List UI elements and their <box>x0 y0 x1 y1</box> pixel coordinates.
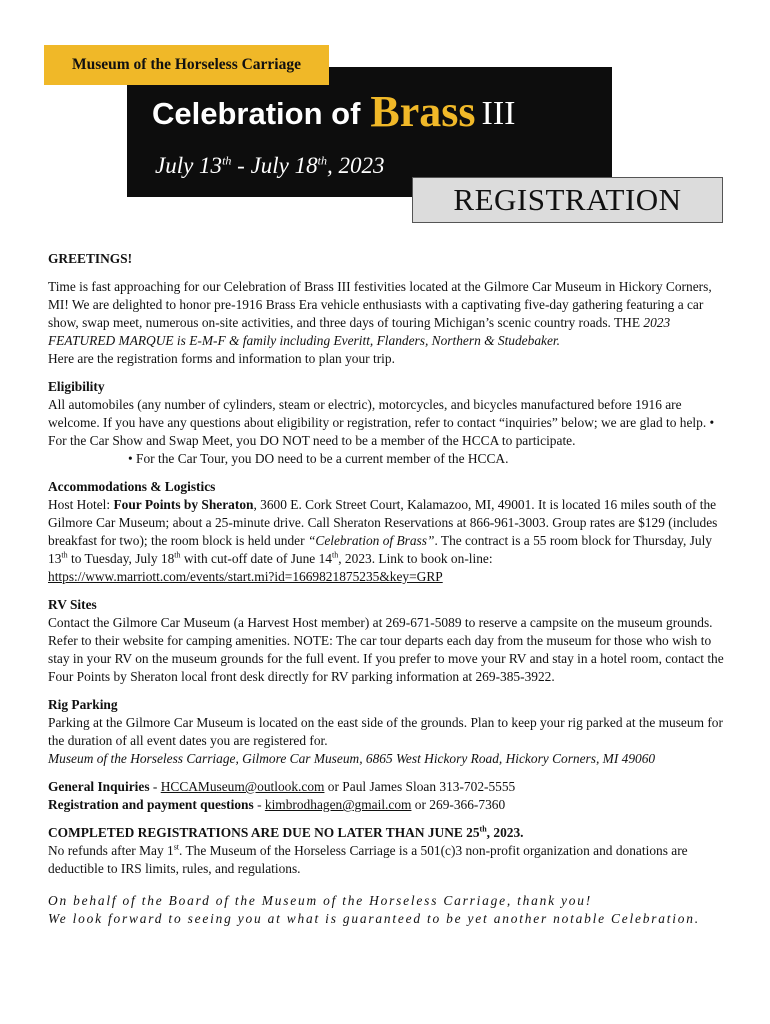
general-contact-name: or Paul James Sloan 313-702-5555 <box>324 779 516 794</box>
hotel-contract: . The contract is a 55 room block for Thursday, July 13 <box>48 533 712 566</box>
event-title-prefix: Celebration of <box>152 96 361 131</box>
registration-questions-label: Registration and payment questions <box>48 797 254 812</box>
registration-questions <box>48 796 728 814</box>
ordinal-suffix: st <box>173 842 180 852</box>
date-end-suffix: th <box>317 153 327 168</box>
general-email-link[interactable]: HCCAMuseum@outlook.com <box>160 779 325 794</box>
museum-address-text: Museum of the Horseless Carriage, Gilmore Car Museum, 6865 West Hickory Road, Hickory Corners, MI 49060 <box>48 751 656 766</box>
eligibility-title: Eligibility <box>48 379 105 394</box>
room-block-name: “Celebration of Brass” <box>307 533 435 548</box>
registration-phone: or 269-366-7360 <box>411 797 506 812</box>
ordinal-suffix: th <box>174 550 181 560</box>
deadline-text: COMPLETED REGISTRATIONS ARE DUE NO LATER THAN JUNE 25 <box>48 825 480 840</box>
greeting-paragraph <box>48 278 728 350</box>
rv-title: RV Sites <box>48 597 97 612</box>
closing-line-1: On behalf of the Board of the Museum of the Horseless Carriage, thank you! <box>48 893 593 908</box>
deadline-notice <box>48 824 728 842</box>
hotel-booking-link[interactable]: https://www.marriott.com/events/start.mi?id=1669821875235&key=GRP <box>48 569 443 584</box>
nonprofit-text: . The Museum of the Horseless Carriage is a 501(c)3 non-profit organization and donations are deductible to IRS limits, rules, and regulations. <box>48 843 688 876</box>
date-start: July 13 <box>155 153 223 178</box>
ordinal-suffix: th <box>61 550 68 560</box>
eligibility-bullet-tour: • For the Car Tour, you DO need to be a current member of the HCCA. <box>128 451 509 466</box>
date-start-suffix: th <box>222 153 232 168</box>
featured-marque: 2023 FEATURED MARQUE is E-M-F & family including Everitt, Flanders, Northern & Studebaker. <box>48 315 671 348</box>
registration-heading: REGISTRATION <box>412 177 723 223</box>
general-inquiries-label: General Inquiries <box>48 779 150 794</box>
refund-text: No refunds after May 1 <box>48 843 174 858</box>
deadline-year: , 2023. <box>486 825 524 840</box>
host-hotel-name: Four Points by Sheraton <box>113 497 254 512</box>
museum-name-tab: Museum of the Horseless Carriage <box>44 45 329 85</box>
accommodations-text <box>48 496 728 586</box>
greeting-text: Time is fast approaching for our Celebration of Brass III festivities located at the Gilmore Car Museum in Hickory Corners, MI! We are delighted to honor pre-1916 Brass Era vehicle enthusiasts with a captivating five-day gathering featuring a car show, swap meet, numerous on-site activities, and three days of touring Michigan’s scenic country roads. THE <box>48 279 712 330</box>
hotel-link-intro: , 2023. Link to book on-line: <box>338 551 493 566</box>
ordinal-suffix: th <box>332 550 339 560</box>
refund-policy <box>48 842 728 878</box>
document-body <box>48 250 728 928</box>
eligibility-text: All automobiles (any number of cylinders, steam or electric), motorcycles, and bicycles manufactured before 1916 are welcome. If you have any questions about eligibility or registration, refer to contact “inquiries” below; we are glad to help. • For the Car Show and Swap Meet, you DO NOT need to be a member of the HCCA to participate. <box>48 397 715 448</box>
registration-email-link[interactable]: kimbrodhagen@gmail.com <box>264 797 412 812</box>
accommodations-title: Accommodations & Logistics <box>48 479 216 494</box>
separator: - <box>149 779 161 794</box>
rig-parking-text: Parking at the Gilmore Car Museum is located on the east side of the grounds. Plan to keep your rig parked at the museum for the duration of all event dates you are registered for. <box>48 715 723 748</box>
closing-line-2: We look forward to seeing you at what is guaranteed to be yet another notable Celebration. <box>48 911 700 926</box>
rig-parking-title: Rig Parking <box>48 697 118 712</box>
date-year: , 2023 <box>326 153 385 178</box>
greeting-title: GREETINGS! <box>48 251 133 266</box>
host-hotel-label: Host Hotel: <box>48 497 114 512</box>
hotel-details: , 3600 E. Cork Street Court, Kalamazoo, MI, 49001. It is located 16 miles south of the Gilmore Car Museum; about a 25-minute drive. Call Sheraton Reservations at 866-961-3003. Group rates are $129 (includes breakfast for two); the room block is held under <box>48 497 718 548</box>
hotel-cutoff: with cut-off date of June 14 <box>180 551 332 566</box>
rv-text: Contact the Gilmore Car Museum (a Harvest Host member) at 269-671-5089 to reserve a campsite on the museum grounds. Refer to their website for camping amenities. NOTE: The car tour departs each day from the museum for those who wish to stay in your RV on the museum grounds for the full event. If you prefer to move your RV and stay in a hotel room, contact the Four Points by Sheraton local front desk directly for RV parking information at 269-385-3922. <box>48 615 724 684</box>
event-dates <box>155 153 384 179</box>
general-inquiries <box>48 778 728 796</box>
separator: - <box>253 797 265 812</box>
ordinal-suffix: th <box>479 824 487 834</box>
event-title-numeral: III <box>481 95 516 132</box>
date-end: - July 18 <box>231 153 318 178</box>
museum-address <box>48 750 728 768</box>
event-title-brass: Brass <box>370 87 476 136</box>
greeting-followup: Here are the registration forms and information to plan your trip. <box>48 351 395 366</box>
hotel-dates: to Tuesday, July 18 <box>67 551 175 566</box>
event-title <box>152 87 516 136</box>
